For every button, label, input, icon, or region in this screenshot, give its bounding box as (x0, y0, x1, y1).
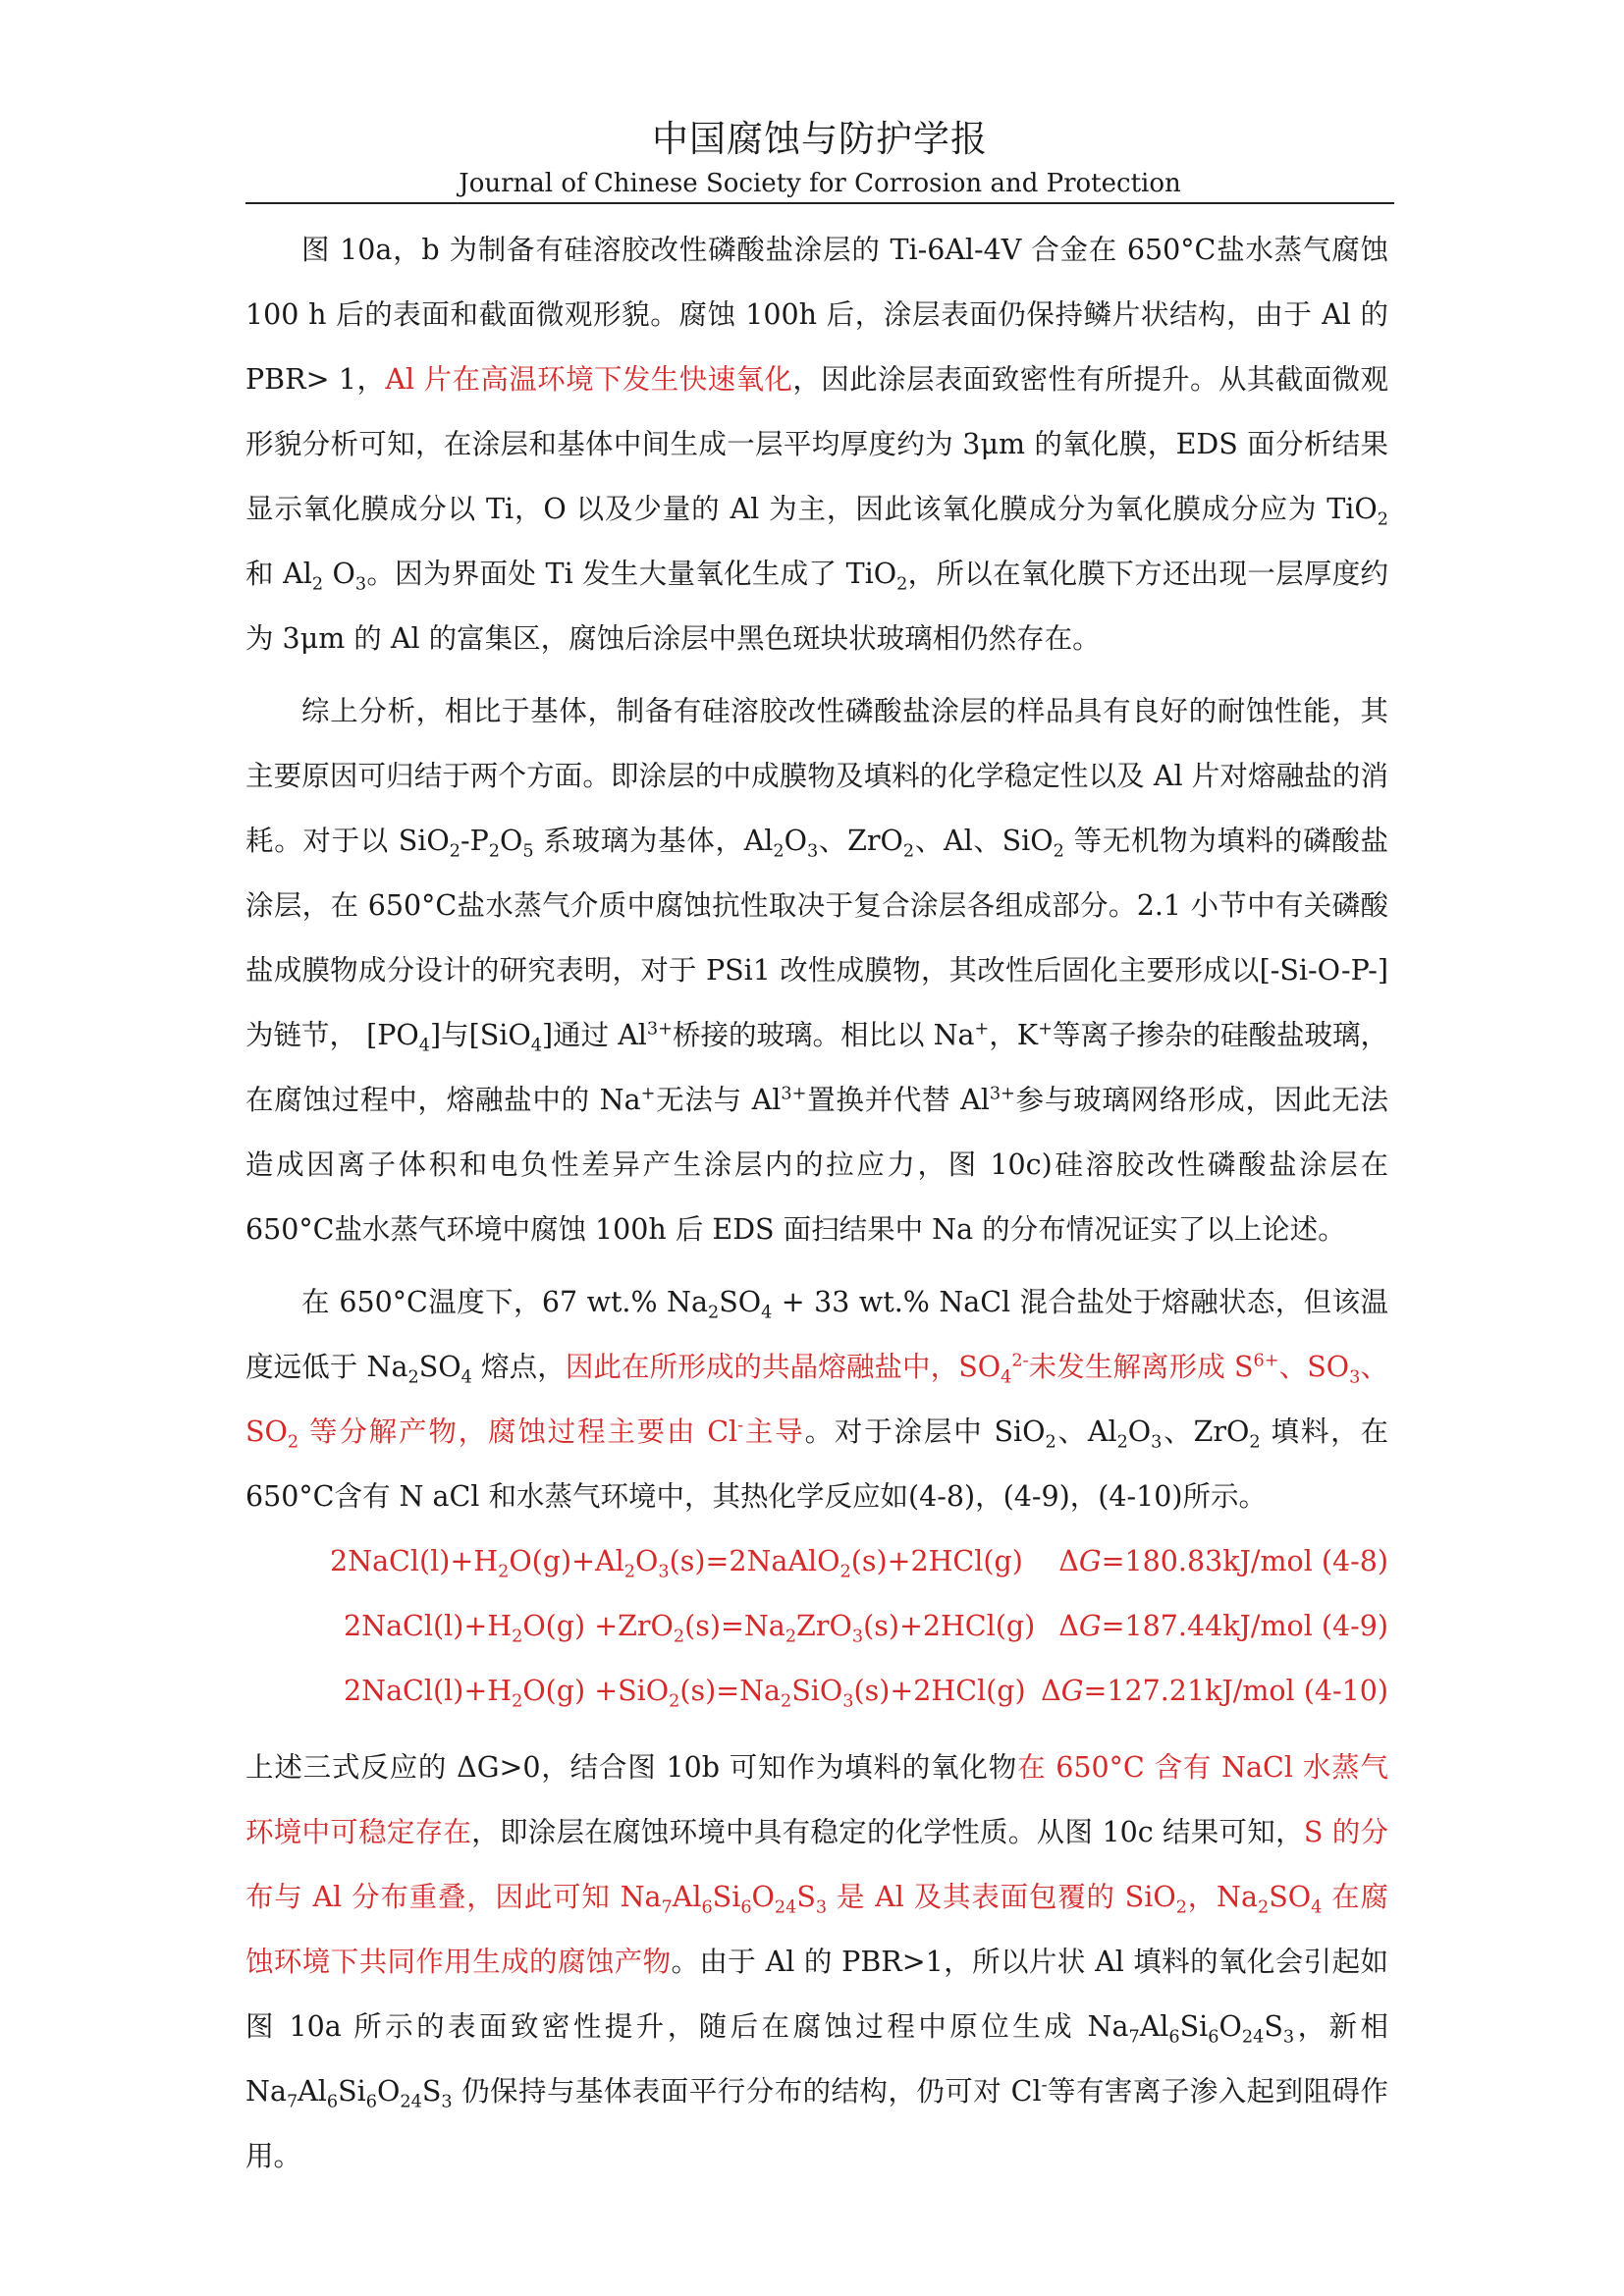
equation-rhs: ΔG=127.21kJ/mol (4-10) (1041, 1675, 1388, 1707)
highlight-text: 因此在所形成的共晶熔融盐中，$SO_4^{2-}$未发生解离形成 $S^{6+}$、$SO_3$、$SO_2$ 等分解产物，腐蚀过程主要由 Cl-主导 (245, 1351, 1389, 1453)
equation-lhs: $2NaCl(l)+H_2O(g) +ZrO_2(s)=Na_2ZrO_3(s)+2HCl(g)$ (344, 1610, 1036, 1647)
highlight-text: Al 片在高温环境下发生快速氧化 (385, 363, 793, 396)
journal-title-en: Journal of Chinese Society for Corrosion and Protection (459, 169, 1181, 198)
equation-4-9 (245, 1594, 1388, 1659)
equations (245, 1529, 1388, 1724)
equation-4-10 (245, 1659, 1388, 1724)
highlight-text: S 的分布与 Al 分布重叠，因此可知 $Na_7Al_6Si_6O_{24}S_3$ 是 Al 及其表面包覆的 SiO$_2$，$Na_2SO_4$ 在腐蚀环境下共同作用生成的腐蚀产物 (245, 1816, 1388, 1978)
equation-lhs: $2NaCl(l)+H_2O(g) +SiO_2(s)=Na_2SiO_3(s)+2HCl(g)$ (344, 1675, 1026, 1712)
header-rule (245, 202, 1394, 204)
journal-title-cn: 中国腐蚀与防护学报 (652, 118, 988, 160)
equation-lhs: $2NaCl(l)+H_2O(g)+Al_2O_3(s)=2NaAlO_2(s)+2HCl(g)$ (330, 1545, 1023, 1582)
equation-rhs: ΔG=187.44kJ/mol (4-9) (1058, 1610, 1388, 1642)
highlight-text: 在 650°C 含有 NaCl 水蒸气环境中可稳定存在 (245, 1751, 1388, 1848)
paragraph-4: 上述三式反应的 ΔG>0，结合图 10b 可知作为填料的氧化物在 650°C 含有 NaCl 水蒸气环境中可稳定存在，即涂层在腐蚀环境中具有稳定的化学性质。从图 10c 结果可知，S 的分布与 Al 分布重叠，因此可知 $Na_7Al_6Si_6O_{24}S_3$ 是 Al 及其表面包覆的 SiO$_2$，$Na_2SO_4$ 在腐蚀环境下共同作用生成的腐蚀产物。由于 Al 的 PBR>1，所以片状 Al 填料的氧化会引起如图 10a 所示的表面致密性提升，随后在腐蚀过程中原位生成 $Na_7Al_6Si_6O_{24}S_3$，新相 $Na_7Al_6Si_6O_{24}S_3$ 仍保持与基体表面平行分布的结构，仍可对 Cl-等有害离子渗入起到阻碍作用。 (245, 1751, 1388, 2172)
equation-4-8 (245, 1529, 1388, 1594)
paragraph-2: 综上分析，相比于基体，制备有硅溶胶改性磷酸盐涂层的样品具有良好的耐蚀性能，其主要原因可归结于两个方面。即涂层的中成膜物及填料的化学稳定性以及 Al 片对熔融盐的消耗。对于以 $SiO_2-P_2O_5$ 系玻璃为基体，$Al_2O_3$、ZrO$_2$、Al、SiO$_2$ 等无机物为填料的磷酸盐涂层，在 650°C盐水蒸气介质中腐蚀抗性取决于复合涂层各组成部分。2.1 小节中有关磷酸盐成膜物成分设计的研究表明，对于 PSi1 改性成膜物，其改性后固化主要形成以[-Si-O-P-]为链节， $[PO_4]$与[SiO$_4$]通过 $Al^{3+}$桥接的玻璃。相比以 Na+，K+等离子掺杂的硅酸盐玻璃，在腐蚀过程中，熔融盐中的 Na+无法与 $Al^{3+}$置换并代替 $Al^{3+}$参与玻璃网络形成，因此无法造成因离子体积和电负性差异产生涂层内的拉应力，图 10c)硅溶胶改性磷酸盐涂层在 650°C盐水蒸气环境中腐蚀 100h 后 EDS 面扫结果中 Na 的分布情况证实了以上论述。 (245, 695, 1388, 1246)
paragraph-3: 在 650°C温度下，67 wt.% $Na_2SO_4 + 33$ wt.% NaCl 混合盐处于熔融状态，但该温度远低于 $Na_2SO_4$ 熔点，因此在所形成的共晶熔融盐中，$SO_4^{2-}$未发生解离形成 $S^{6+}$、$SO_3$、$SO_2$ 等分解产物，腐蚀过程主要由 Cl-主导。对于涂层中 SiO$_2$、$Al_2O_3$、ZrO$_2$ 填料，在 650°C含有 N aCl 和水蒸气环境中，其热化学反应如(4-8)，(4-9)，(4-10)所示。 (245, 1286, 1389, 1513)
journal-header (245, 116, 1394, 200)
paragraph-1: 图 10a，b 为制备有硅溶胶改性磷酸盐涂层的 Ti-6Al-4V 合金在 650°C盐水蒸气腐蚀 100 h 后的表面和截面微观形貌。腐蚀 100h 后，涂层表面仍保持鳞片状结构，由于 Al 的 PBR> 1，Al 片在高温环境下发生快速氧化，因此涂层表面致密性有所提升。从其截面微观形貌分析可知，在涂层和基体中间生成一层平均厚度约为 3μm 的氧化膜，EDS 面分析结果显示氧化膜成分以 Ti，O 以及少量的 Al 为主，因此该氧化膜成分为氧化膜成分应为 TiO$_2$ 和 $Al_2$ $O_3$。因为界面处 Ti 发生大量氧化生成了 TiO$_2$，所以在氧化膜下方还出现一层厚度约为 3μm 的 Al 的富集区，腐蚀后涂层中黑色斑块状玻璃相仍然存在。 (245, 234, 1388, 655)
equation-rhs: ΔG=180.83kJ/mol (4-8) (1058, 1545, 1388, 1577)
article-body (245, 218, 1388, 2189)
